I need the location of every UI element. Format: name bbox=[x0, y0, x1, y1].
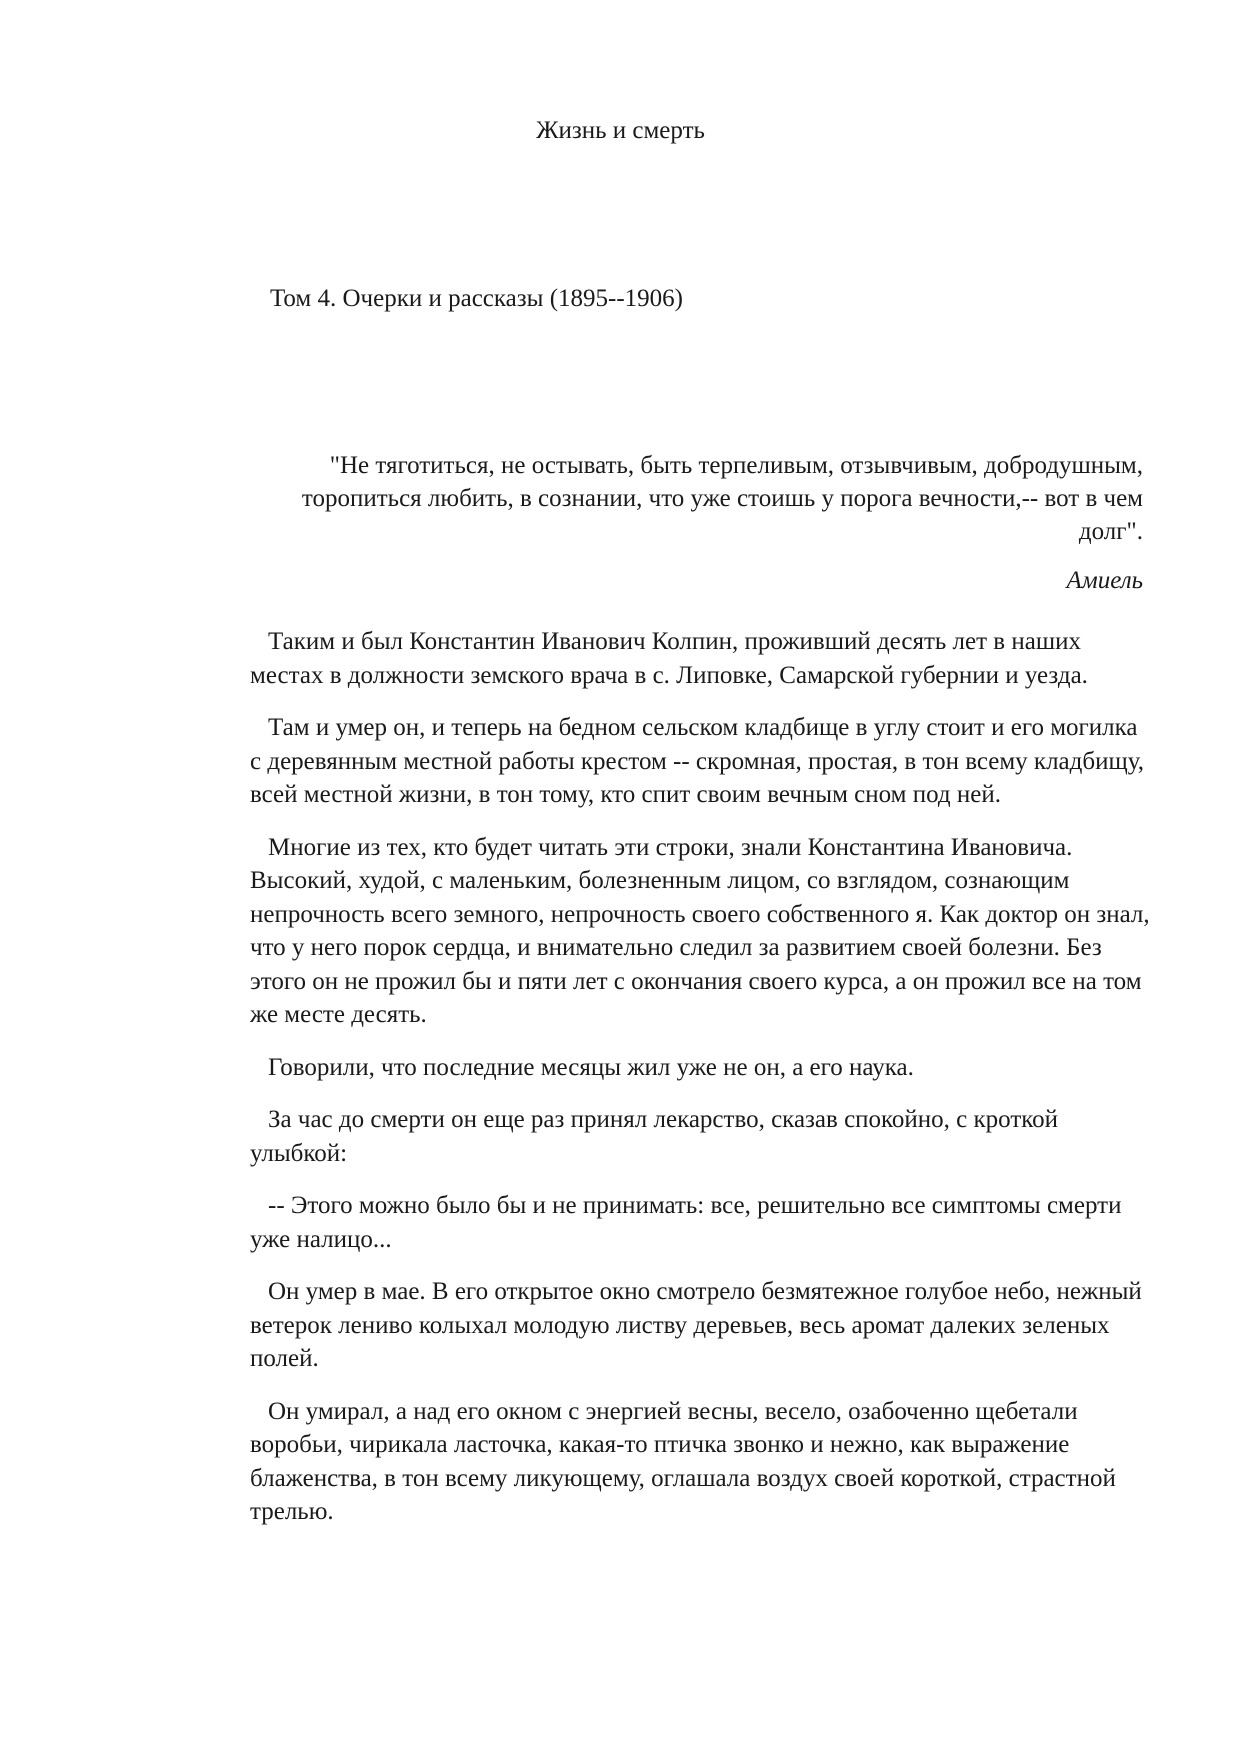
paragraph: Говорили, что последние месяцы жил уже не он, а его наука. bbox=[268, 1053, 914, 1081]
paragraph: Таким и был Константин Иванович Колпин, проживший десять лет в наших местах в должности земского врача в с. Липовке, Самарской губернии и уезда. bbox=[250, 628, 1088, 689]
epigraph-author: Амиель bbox=[1066, 567, 1143, 594]
epigraph-quote: "Не тяготиться, не остывать, быть терпеливым, отзывчивым, добродушным, торопиться любить, в сознании, что уже стоишь у порога вечности,-- вот в чем долг". bbox=[301, 452, 1143, 545]
paragraph: За час до смерти он еще раз принял лекарство, сказав спокойно, с кроткой улыбкой: bbox=[250, 1106, 1059, 1167]
story-body bbox=[250, 625, 1150, 1548]
paragraph: Многие из тех, кто будет читать эти строки, знали Константина Ивановича. Высокий, худой, с маленьким, болезненным лицом, со взглядом, сознающим непрочность всего земного, непрочность своего собственного я. Как доктор он знал, что у него порок сердца, и внимательно следил за развитием своей болезни. Без этого он не прожил бы и пяти лет с окончания своего курса, а он прожил все на том же месте десять. bbox=[250, 833, 1150, 1028]
volume-heading: Том 4. Очерки и рассказы (1895--1906) bbox=[270, 285, 683, 312]
paragraph: Он умирал, а над его окном с энергией весны, весело, озабоченно щебетали воробьи, чирикала ласточка, какая-то птичка звонко и нежно, как выражение блаженства, в тон всему ликующему, оглашала воздух своей короткой, страстной трелью. bbox=[250, 1397, 1116, 1525]
document-title: Жизнь и смерть bbox=[536, 117, 705, 144]
paragraph: Там и умер он, и теперь на бедном сельском кладбище в углу стоит и его могилка с деревянным местной работы крестом -- скромная, простая, в тон всему кладбищу, всей местной жизни, в тон тому, кто спит своим вечным сном под ней. bbox=[250, 714, 1144, 808]
paragraph: -- Этого можно было бы и не принимать: все, решительно все симптомы смерти уже налицо... bbox=[250, 1192, 1122, 1253]
paragraph: Он умер в мае. В его открытое окно смотрело безмятежное голубое небо, нежный ветерок лениво колыхал молодую листву деревьев, весь аромат далеких зеленых полей. bbox=[250, 1278, 1142, 1372]
